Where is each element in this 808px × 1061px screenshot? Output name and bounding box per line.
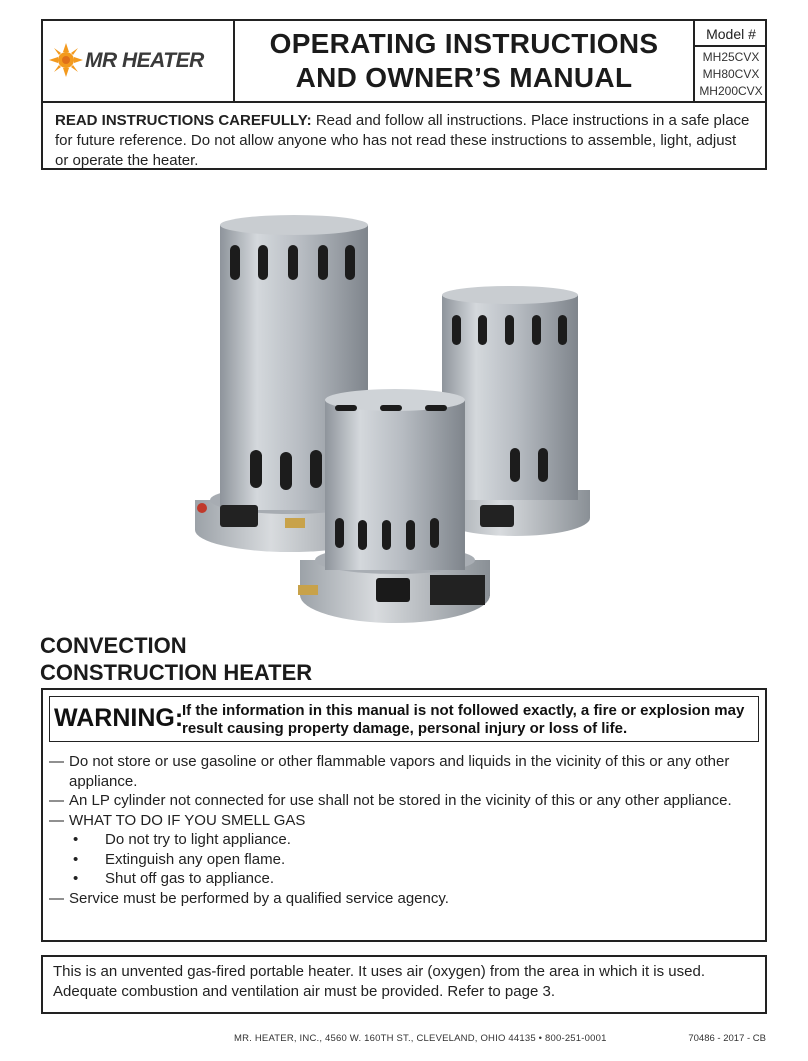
product-title: [40, 632, 312, 686]
read-instructions-text: Read and follow all instructions. Place instructions in a safe place for future reference. Do not allow anyone who has not read these instructions to assemble, light, adjust or operate the heater.: [55, 112, 750, 169]
warning-word: WARNING:: [54, 704, 184, 732]
read-instructions: [43, 101, 765, 168]
manual-title: [235, 21, 695, 101]
list-item: — Service must be performed by a qualified service agency.: [49, 889, 449, 907]
header-box: [41, 19, 767, 170]
footer-address: MR. HEATER, INC., 4560 W. 160TH ST., CLEVELAND, OHIO 44135 • 800-251-0001: [234, 1033, 607, 1044]
bullet-item: • Extinguish any open flame.: [73, 850, 286, 868]
title-line-1: OPERATING INSTRUCTIONS: [269, 28, 659, 59]
sun-icon: [49, 43, 83, 77]
model-number: MH25CVX: [702, 50, 760, 64]
warning-box: [41, 688, 767, 942]
list-item-text: Service must be performed by a qualified service agency.: [69, 889, 449, 907]
logo-text: MR HEATER: [85, 49, 204, 72]
bullet-item: • Do not try to light appliance.: [73, 831, 291, 848]
logo-cell: [43, 21, 235, 101]
bullet-text: Shut off gas to appliance.: [105, 870, 275, 887]
model-number: MH200CVX: [699, 84, 763, 98]
ventilation-note: This is an unvented gas-fired portable heater. It uses air (oxygen) from the area in which it is used. Adequate combustion and ventilation air must be provided. Refer to page 3.: [41, 955, 767, 1014]
model-number: MH80CVX: [702, 67, 760, 81]
mr-heater-logo: [49, 43, 231, 79]
list-item: — An LP cylinder not connected for use shall not be stored in the vicinity of this or any other appliance.: [49, 792, 732, 809]
product-title-line-1: CONVECTION: [40, 633, 187, 658]
list-item: — WHAT TO DO IF YOU SMELL GAS: [49, 811, 306, 829]
bullet-text: Extinguish any open flame.: [105, 850, 286, 868]
list-item-text: WHAT TO DO IF YOU SMELL GAS: [69, 811, 306, 829]
list-item-text: Do not store or use gasoline or other flammable vapors and liquids in the vicinity of this or any other appliance.: [69, 753, 730, 790]
list-item-text: An LP cylinder not connected for use shall not be stored in the vicinity of this or any other appliance.: [69, 792, 732, 809]
model-label: Model #: [695, 21, 767, 47]
warning-list: [49, 752, 749, 908]
warning-banner: [49, 696, 759, 742]
bullet-text: Do not try to light appliance.: [105, 831, 291, 848]
read-instructions-lead: READ INSTRUCTIONS CAREFULLY:: [55, 112, 312, 129]
product-title-line-2: CONSTRUCTION HEATER: [40, 660, 313, 685]
model-cell: [695, 21, 767, 101]
heater-product-photo: [180, 200, 610, 635]
list-item: — Do not store or use gasoline or other flammable vapors and liquids in the vicinity of this or any other appliance.: [49, 752, 749, 791]
title-line-2: AND OWNER’S MANUAL: [295, 62, 633, 93]
bullet-item: • Shut off gas to appliance.: [73, 870, 275, 887]
warning-headline: If the information in this manual is not followed exactly, a fire or explosion may result causing property damage, personal injury or loss of life.: [182, 702, 745, 737]
footer-code: 70486 - 2017 - CB: [688, 1033, 766, 1044]
